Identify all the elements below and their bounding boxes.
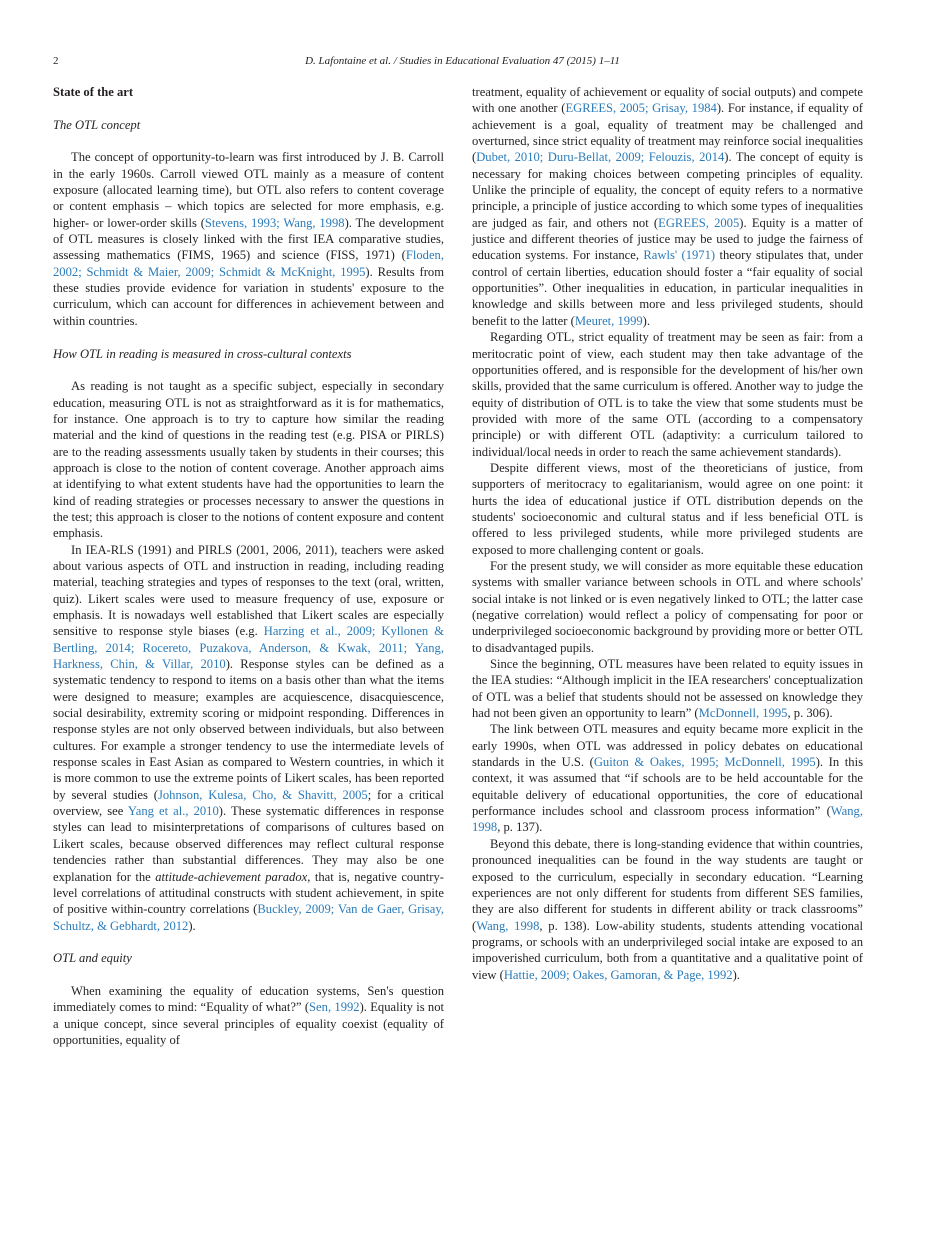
citation-link[interactable]: Wang, 1998 — [472, 804, 863, 835]
text-run: When examining the equality of education systems, Sen's question immediately comes to mind: “Equality of what?” ( — [53, 983, 444, 1015]
text-run: ). In this context, it was assumed that “if schools are to be held accountable for the equitable delivery of educational opportunities, the core of educational performance includes school and classroom process information” ( — [472, 755, 863, 819]
citation-link[interactable]: Buckley, 2009; Van de Gaer, Grisay, Schultz, & Gebhardt, 2012 — [53, 902, 445, 933]
text-run: ). Equality is not a unique concept, since several principles of equality coexist (equality of opportunities, equality of — [53, 1000, 444, 1047]
paragraph — [472, 329, 863, 460]
subsection-equity: OTL and equity — [53, 951, 132, 966]
text-run: The link between OTL measures and equity became more explicit in the early 1990s, when OTL was addressed in policy debates on educational standards in the U.S. ( — [472, 722, 863, 770]
paragraph — [472, 721, 863, 835]
section-title: State of the art — [53, 85, 134, 99]
left-column — [53, 84, 444, 1048]
running-header: D. Lafontaine et al. / Studies in Educational Evaluation 47 (2015) 1–11 — [305, 55, 620, 67]
citation-link[interactable]: Stevens, 1993; Wang, 1998 — [204, 215, 345, 230]
text-run: ). Equity is a matter of justice and different theories of justice may be used to judge the fairness of education systems. For instance, — [472, 215, 864, 263]
citation-link[interactable]: EGREES, 2005 — [658, 215, 740, 230]
citation-link[interactable]: Hattie, 2009; Oakes, Gamoran, & Page, 1992 — [503, 967, 733, 982]
text-run: For the present study, we will consider as more equitable these education systems with smaller variance between schools in OTL and where schools' social intake is not linked or is even negatively linked to OTL; the latter case (negative correlation) would reflect a policy of compensating for poor or underprivileged socioeconomic background by providing more or better OTL to disadvantaged pupils. — [472, 558, 863, 655]
citation-link[interactable]: Meuret, 1999 — [574, 313, 643, 328]
paragraph — [53, 149, 444, 329]
citation-link[interactable]: Wang, 1998 — [476, 918, 540, 933]
citation-link[interactable]: EGREES, 2005; Grisay, 1984 — [565, 101, 717, 116]
paragraph — [53, 542, 444, 934]
text-run: In IEA-RLS (1991) and PIRLS (2001, 2006, 2011), teachers were asked about various aspects of OTL and instruction in reading, including reading material, teaching strategies and types of responses to the text (oral, written, quiz). Likert scales were used to measure frequency of use, exposure or emphasis. It is nowadays well established that Likert scales are especially sensitive to response style biases (e.g. — [53, 542, 444, 639]
subsection-reading: How OTL in reading is measured in cross-cultural contexts — [53, 346, 352, 361]
text-run: The concept of opportunity-to-learn was first introduced by J. B. Carroll in the early 1960s. Carroll viewed OTL mainly as a measure of content exposure (allocated learning time), but OTL also refers to content coverage or content emphasis – which topics are selected for more emphasis, e.g. higher- or lower-order skills ( — [53, 150, 444, 230]
paragraph-continued — [472, 84, 863, 329]
paragraph — [472, 558, 863, 656]
text-run: ). — [642, 313, 651, 328]
paragraph — [472, 460, 863, 558]
text-run: ). The concept of equity is necessary for making choices between competing principles of equality. Unlike the principle of equality, the concept of equity refers to a normative principle, a principle of justice according to which some types of inequalities are judged as fair, and others not ( — [472, 150, 863, 230]
paragraph — [53, 983, 444, 1048]
right-column — [472, 84, 863, 983]
citation-link[interactable]: Rawls' (1971) — [643, 248, 716, 263]
text-run: , p. 306). — [787, 706, 833, 721]
paragraph — [472, 836, 863, 983]
citation-link[interactable]: Dubet, 2010; Duru-Bellat, 2009; Felouzis, 2014 — [476, 150, 725, 165]
text-run: Since the beginning, OTL measures have been related to equity issues in the IEA studies: “Although implicit in the IEA researchers' conceptualization of OTL was a belief that students should not be assessed on knowledge they had not been given an opportunity to learn” ( — [472, 657, 863, 721]
citation-link[interactable]: Sen, 1992 — [309, 1000, 360, 1015]
text-run: ; for a critical overview, see — [53, 787, 444, 819]
text-run: ). — [188, 918, 196, 933]
text-run: As reading is not taught as a specific subject, especially in secondary education, measuring OTL is not as straightforward as it is for mathematics, for instance. One approach is to try to capture how similar the reading material and the kind of questions in the reading test (e.g. PISA or PIRLS) are to the reading assessments usually taken by students in their courses; this approach is close to the notion of content coverage. Another approach aims at identifying to what extent students have had the opportunities to learn the kind of reading strategies or processes necessary to answer the questions in the test; this approach is closer to the notions of content exposure and content emphasis. — [53, 379, 444, 541]
paragraph — [472, 656, 863, 721]
page-number: 2 — [53, 55, 59, 67]
citation-link[interactable]: McDonnell, 1995 — [698, 706, 788, 721]
text-run: Regarding OTL, strict equality of treatment may be seen as fair: from a meritocratic point of view, each student may then take advantage of the opportunities offered, and is responsible for the development of his/her own skills, provided that the same curriculum is offered. Another way to judge the equity of distribution of OTL is to take the view that some students must be provided with more of the same OTL (according to a compensatory principle) or with different OTL (adaptivity: a curriculum tailored to individual/local needs in order to reach the same achievement standards). — [472, 330, 863, 459]
text-run: Despite different views, most of the theoreticians of justice, from supporters of meritocracy to egalitarianism, would agree on one point: it hurts the idea of educational justice if OTL distribution depends on the students' socioeconomic and cultural status and if less beneficial OTL is offered to less privileged students, while more privileged students are exposed to more challenging content or goals. — [472, 460, 863, 557]
emphasis-text: attitude-achievement paradox — [155, 869, 308, 884]
text-run: , p. 137). — [497, 820, 543, 835]
text-run: Beyond this debate, there is long-standing evidence that within countries, pronounced inequalities can be found in the way students are taught or exposed to the curriculum, especially in secondary education. “Learning experiences are not only different for students from different SES families, they are also different for students in different ability or track classrooms” ( — [472, 836, 863, 933]
citation-link[interactable]: Harzing et al., 2009; Kyllonen & Bertling, 2014; Rocereto, Puzakova, Anderson, & Kwak, 2011; Yang, Harkness, Chin, & Villar, 2010 — [53, 624, 444, 672]
text-run: ). Response styles can be defined as a systematic tendency to respond to items on a basis other than what the items were designed to measure; examples are acquiescence, disacquiescence, social desirability, extremity scoring or midpoint responding. Differences in response styles are not only observed between individuals, but also between cultures. For example a stronger tendency to use the intermediate levels of response scales in East Asian as compared to Western countries, in which it is more common to use the extreme points of Likert scales, has been reported by several studies ( — [53, 657, 445, 802]
text-run: theory stipulates that, under control of certain liberties, education should foster a “fair equality of social opportunities”. Other inequalities in education, in particular inequalities in knowledge and skills between more and less privileged students, should benefit to the latter ( — [472, 248, 863, 328]
citation-link[interactable]: Johnson, Kulesa, Cho, & Shavitt, 2005 — [157, 787, 368, 802]
citation-link[interactable]: Guiton & Oakes, 1995; McDonnell, 1995 — [593, 755, 816, 770]
text-run: treatment, equality of achievement or equality of social outputs) and compete with one another ( — [472, 85, 863, 116]
text-run: ). For instance, if equality of achievement is a goal, equality of treatment may be challenged and overturned, since strict equality of treatment may reinforce social inequalities ( — [472, 101, 863, 165]
text-run: ). These systematic differences in response styles can lead to misinterpretations of comparisons of cultures based on Likert scales, because observed differences may reflect cultural response tendencies rather than substantial differences. They may also be one explanation for the — [53, 804, 444, 884]
text-run: , that is, negative country-level correlations of attitudinal constructs with student achievement, in spite of positive within-country correlations ( — [53, 869, 444, 917]
subsection-otl-concept: The OTL concept — [53, 117, 141, 132]
paragraph — [53, 378, 444, 541]
text-run: ). Results from these studies provide evidence for variation in students' exposure to the curriculum, which can account for differences in achievement between and within countries. — [53, 264, 444, 328]
text-run: ). The development of OTL measures is closely linked with the first IEA comparative studies, assessing mathematics (FIMS, 1965) and science (FISS, 1971) ( — [53, 215, 444, 263]
text-run: , p. 138). Low-ability students, students attending vocational programs, or schools with an underprivileged social intake are exposed to an impoverished curriculum, both from a quantitative and a qualitative point of view ( — [472, 918, 864, 982]
text-run: ). — [732, 967, 740, 982]
citation-link[interactable]: Yang et al., 2010 — [127, 804, 219, 819]
citation-link[interactable]: Floden, 2002; Schmidt & Maier, 2009; Schmidt & McKnight, 1995 — [53, 248, 444, 279]
